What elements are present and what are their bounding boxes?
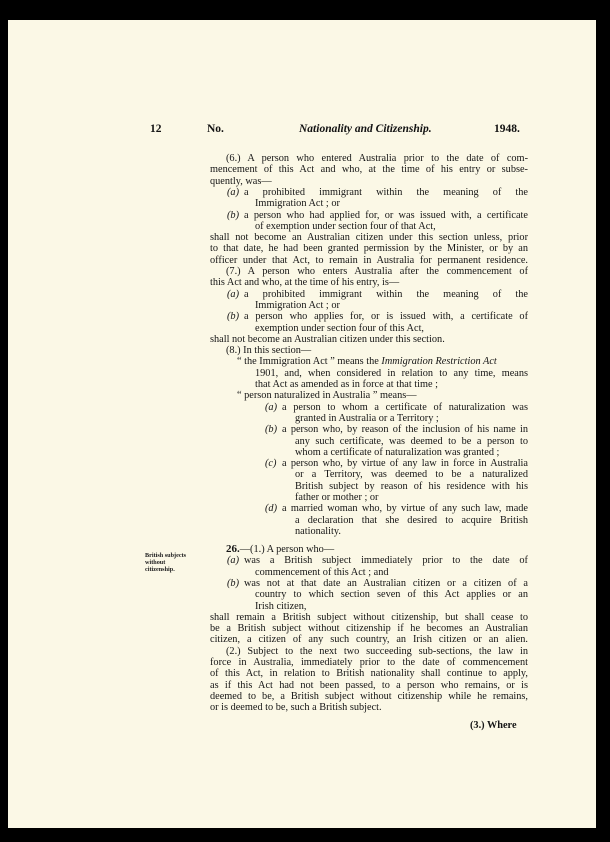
paragraph-label: (a): [265, 401, 278, 413]
text-line: country to which section seven of this Act applies or an: [255, 589, 528, 601]
text-line: as if this Act had not been passed, to a person who remains, or is: [210, 679, 528, 691]
text-line: a person who, by virtue of any law in force in Australia: [282, 458, 528, 470]
paragraph-label: (a): [227, 186, 240, 198]
text-line: a person who applies for, or is issued with, a certificate of: [244, 311, 528, 323]
text-line: shall not become an Australian citizen under this section.: [210, 333, 445, 345]
text-line: shall not become an Australian citizen under this section unless, prior: [210, 232, 528, 244]
paragraph-label: (b): [265, 424, 278, 436]
text-line: 1901, and, when considered in relation to any time, means: [255, 367, 528, 379]
text-line: British subject by reason of his residence with his: [295, 480, 528, 492]
text-line: a person to whom a certificate of naturalization was: [282, 401, 528, 413]
text-line: exemption under section four of this Act,: [255, 322, 425, 334]
text-line: whom a certificate of naturalization was granted ;: [295, 446, 500, 458]
text-line: a person who had applied for, or was issued with, a certificate: [244, 209, 528, 221]
margin-note-line: citizenship.: [145, 565, 175, 573]
paragraph-label: (a): [227, 555, 240, 567]
paragraph-label: (b): [227, 209, 240, 221]
page-number: 12: [150, 123, 162, 135]
text-line: this Act and who, at the time of his entry, is—: [210, 277, 400, 289]
paragraph-label: (d): [265, 503, 278, 515]
text-line: a person who, by reason of the inclusion of his name in: [282, 424, 528, 436]
text-line: of exemption under section four of that Act,: [255, 220, 436, 232]
text-line: Immigration Act ; or: [255, 299, 340, 311]
text-line: Immigration Act ; or: [255, 198, 340, 210]
paragraph-label: (b): [227, 577, 240, 589]
running-header: [8, 123, 596, 139]
act-number: No.: [207, 123, 224, 135]
text-line: a prohibited immigrant within the meaning of the: [244, 186, 528, 198]
text-line: deemed to be, a British subject without citizenship while he remains,: [210, 690, 528, 702]
section-lead: —(1.) A person who—: [239, 544, 335, 555]
text-line: [237, 356, 497, 367]
text-line: force in Australia, immediately prior to the date of commencement: [210, 657, 528, 668]
text-line: commencement of this Act ; and: [255, 566, 389, 578]
act-name: Immigration Restriction Act: [381, 356, 497, 368]
paragraph-label: (b): [227, 311, 240, 323]
text-line: officer under that Act, to remain in Australia for permanent residence.: [210, 254, 528, 266]
text-line: quently, was—: [210, 175, 272, 187]
paragraph-label: (c): [265, 458, 277, 470]
text-line: any such certificate, was deemed to be a person to: [295, 435, 528, 447]
paragraph-label: (a): [227, 288, 240, 300]
running-title: Nationality and Citizenship.: [299, 123, 432, 135]
text-line: father or mother ; or: [295, 492, 379, 503]
text-line: that Act as amended as in force at that time ;: [255, 379, 438, 390]
catchword: (3.) Where: [470, 720, 517, 731]
text-line: (8.) In this section—: [226, 345, 312, 357]
text-line: (2.) Subject to the next two succeeding sub-sections, the law in: [226, 645, 528, 657]
text-line: (7.) A person who enters Australia after the commencement of: [226, 266, 528, 277]
text-line: mencement of this Act and who, at the time of his entry or subse-: [210, 164, 528, 176]
text-line: a prohibited immigrant within the meaning of the: [244, 288, 528, 300]
section-number: 26.: [226, 543, 240, 555]
text-line: citizen, a citizen of any such country, an Irish citizen or an alien.: [210, 634, 528, 646]
text-line: to that date, he had been granted permission by the Minister, or by an: [210, 243, 528, 255]
text-line: nationality.: [295, 525, 341, 537]
text-line: a married woman who, by virtue of any such law, made: [282, 503, 528, 515]
text-line: a declaration that she desired to acquire British: [295, 514, 528, 526]
margin-note-line: British subjects: [145, 552, 187, 559]
text-line: or a Territory, was deemed to be a naturalized: [295, 469, 528, 481]
margin-note-line: without: [145, 558, 166, 566]
text-line: [226, 544, 334, 555]
margin-note: [145, 553, 205, 573]
text-line: (6.) A person who entered Australia prior to the date of com-: [226, 153, 528, 164]
definition-term: “ the Immigration Act ” means the: [237, 356, 379, 368]
text-line: granted in Australia or a Territory ;: [295, 412, 439, 424]
text-line: be a British subject without citizenship if he becomes an Australian: [210, 623, 528, 635]
text-line: was not at that date an Australian citizen or a citizen of a: [244, 577, 528, 589]
year: 1948.: [494, 123, 520, 135]
document-page: [8, 20, 596, 828]
text-line: shall remain a British subject without citizenship, but shall cease to: [210, 611, 528, 623]
text-line: was a British subject immediately prior to the date of: [244, 555, 528, 567]
text-line: of this Act, in relation to British nationality shall continue to apply,: [210, 668, 528, 680]
text-line: “ person naturalized in Australia ” means—: [237, 390, 417, 402]
text-line: Irish citizen,: [255, 600, 307, 612]
text-line: or is deemed to be, such a British subject.: [210, 702, 382, 714]
